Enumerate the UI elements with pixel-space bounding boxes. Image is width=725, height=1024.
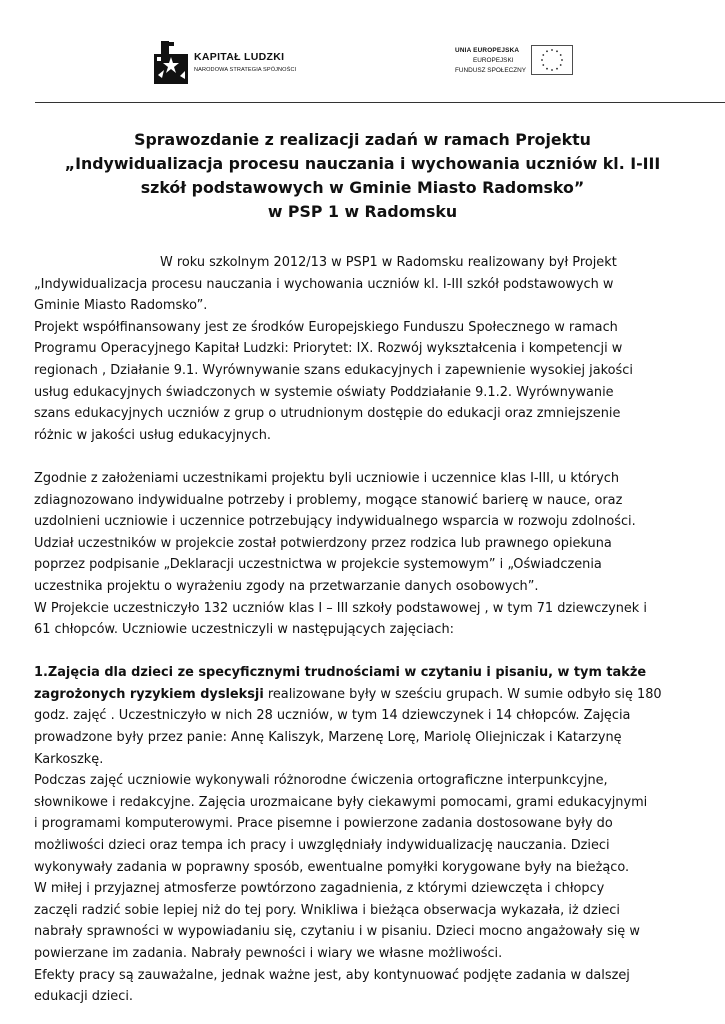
paragraph-spacer — [34, 446, 704, 468]
document-body — [34, 252, 704, 1008]
text-line: W miłej i przyjaznej atmosferze powtórzono zagadnienia, z którymi dziewczęta i chłopcy — [34, 881, 605, 897]
text-line: Karkoszkę. — [34, 751, 104, 767]
text-line: Udział uczestników w projekcie został potwierdzony przez rodzica lub prawnego opiekuna — [34, 535, 612, 551]
eu-title: UNIA EUROPEJSKA — [455, 47, 520, 54]
eu-flag-icon — [531, 45, 573, 75]
kl-subtitle: NARODOWA STRATEGIA SPÓJNOŚCI — [194, 67, 297, 73]
text-line: 61 chłopców. Uczniowie uczestniczyli w następujących zajęciach: — [34, 622, 454, 638]
kl-title: KAPITAŁ LUDZKI — [194, 51, 285, 63]
text-line — [34, 684, 704, 706]
eu-logo — [455, 47, 575, 81]
paragraph-spacer — [34, 641, 704, 663]
kapital-ludzki-emblem-icon — [150, 37, 194, 87]
text-line: zaczęli radzić sobie lepiej niż do tej pory. Wnikliwa i bieżąca obserwacja wykazała, iż dzieci — [34, 902, 620, 918]
text-line: Programu Operacyjnego Kapitał Ludzki: Priorytet: IX. Rozwój wykształcenia i kompetencji w — [34, 341, 623, 357]
text-line: możliwości dzieci oraz tempa ich pracy i uwzględniały indywidualizację nauczania. Dzieci — [34, 838, 610, 854]
section-heading: 1.Zajęcia dla dzieci ze specyficznymi trudnościami w czytaniu i pisaniu, w tym także — [34, 665, 647, 681]
section-1 — [34, 662, 704, 1008]
text-line: Podczas zajęć uczniowie wykonywali różnorodne ćwiczenia ortograficzne interpunkcyjne, — [34, 773, 608, 789]
page-header — [0, 0, 725, 108]
text-line: zdiagnozowano indywidualne potrzeby i problemy, mogące stanowić barierę w nauce, oraz — [34, 492, 623, 508]
text-line: prowadzone były przez panie: Annę Kaliszyk, Marzenę Lorę, Mariolę Oliejniczak i Katarzynę — [34, 730, 622, 746]
header-divider — [35, 102, 725, 103]
text-line: szans edukacyjnych uczniów z grup o utrudnionym dostępie do edukacji oraz zmniejszenie — [34, 406, 621, 422]
section-heading-cont: zagrożonych ryzykiem dysleksji — [34, 686, 264, 702]
text-line: słownikowe i redakcyjne. Zajęcia urozmaicane były ciekawymi pomocami, grami edukacyjnymi — [34, 794, 648, 810]
eu-subtitle-line1: EUROPEJSKI — [473, 57, 514, 64]
text-span: realizowane były w sześciu grupach. W sumie odbyło się 180 — [263, 686, 662, 702]
text-line: uzdolnieni uczniowie i uczennice potrzebujący indywidualnego wsparcia w rozwoju zdolności. — [34, 514, 636, 530]
text-line: poprzez podpisanie „Deklaracji uczestnictwa w projekcie systemowym” i „Oświadczenia — [34, 557, 602, 573]
text-line: uczestnika projektu o wyrażeniu zgody na przetwarzanie danych osobowych”. — [34, 578, 539, 594]
participants-paragraph — [34, 468, 704, 641]
text-line: Gminie Miasto Radomsko”. — [34, 298, 208, 314]
title-line: Sprawozdanie z realizacji zadań w ramach Projektu — [134, 130, 591, 149]
title-line: szkół podstawowych w Gminie Miasto Radomsko” — [140, 178, 585, 197]
title-line: „Indywidualizacja procesu nauczania i wychowania uczniów kl. I-III — [64, 154, 661, 173]
title-line: w PSP 1 w Radomsku — [267, 202, 458, 221]
text-line: różnic w jakości usług edukacyjnych. — [34, 427, 271, 443]
text-line: W Projekcie uczestniczyło 132 uczniów klas I – III szkoły podstawowej , w tym 71 dziewczynek i — [34, 600, 647, 616]
text-line: usług edukacyjnych świadczonych w systemie oświaty Poddziałanie 9.1.2. Wyrównywanie — [34, 384, 614, 400]
intro-paragraph — [34, 252, 704, 446]
text-line: i programami komputerowymi. Prace pisemne i powierzone zadania dostosowane były do — [34, 816, 613, 832]
eu-subtitle-line2: FUNDUSZ SPOŁECZNY — [455, 67, 527, 74]
text-line: powierzane im zadania. Nabrały pewności i wiary we własne możliwości. — [34, 946, 503, 961]
text-line: godz. zajęć . Uczestniczyło w nich 28 uczniów, w tym 14 dziewczynek i 14 chłopców. Zajęcia — [34, 708, 631, 724]
text-line: edukacji dzieci. — [34, 989, 133, 1005]
text-line: regionach , Działanie 9.1. Wyrównywanie szans edukacyjnych i zapewnienie wysokiej jakości — [34, 362, 633, 378]
kapital-ludzki-logo — [150, 37, 300, 87]
text-line: nabrały sprawności w wypowiadaniu się, czytaniu i w pisaniu. Dzieci mocno angażowały się w — [34, 924, 640, 940]
text-line: W roku szkolnym 2012/13 w PSP1 w Radomsku realizowany był Projekt — [160, 255, 617, 270]
text-line: Projekt współfinansowany jest ze środków Europejskiego Funduszu Społecznego w ramach — [34, 319, 618, 335]
text-line: wykonywały zadania w poprawny sposób, ewentualne pomyłki korygowane były na bieżąco. — [34, 859, 630, 875]
text-line: Efekty pracy są zauważalne, jednak ważne jest, aby kontynuować podjęte zadania w dalszej — [34, 967, 630, 983]
text-line: Zgodnie z założeniami uczestnikami projektu byli uczniowie i uczennice klas I-III, u których — [34, 470, 619, 486]
text-line: „Indywidualizacja procesu nauczania i wychowania uczniów kl. I-III szkół podstawowych w — [34, 276, 614, 292]
document-title — [0, 128, 725, 224]
